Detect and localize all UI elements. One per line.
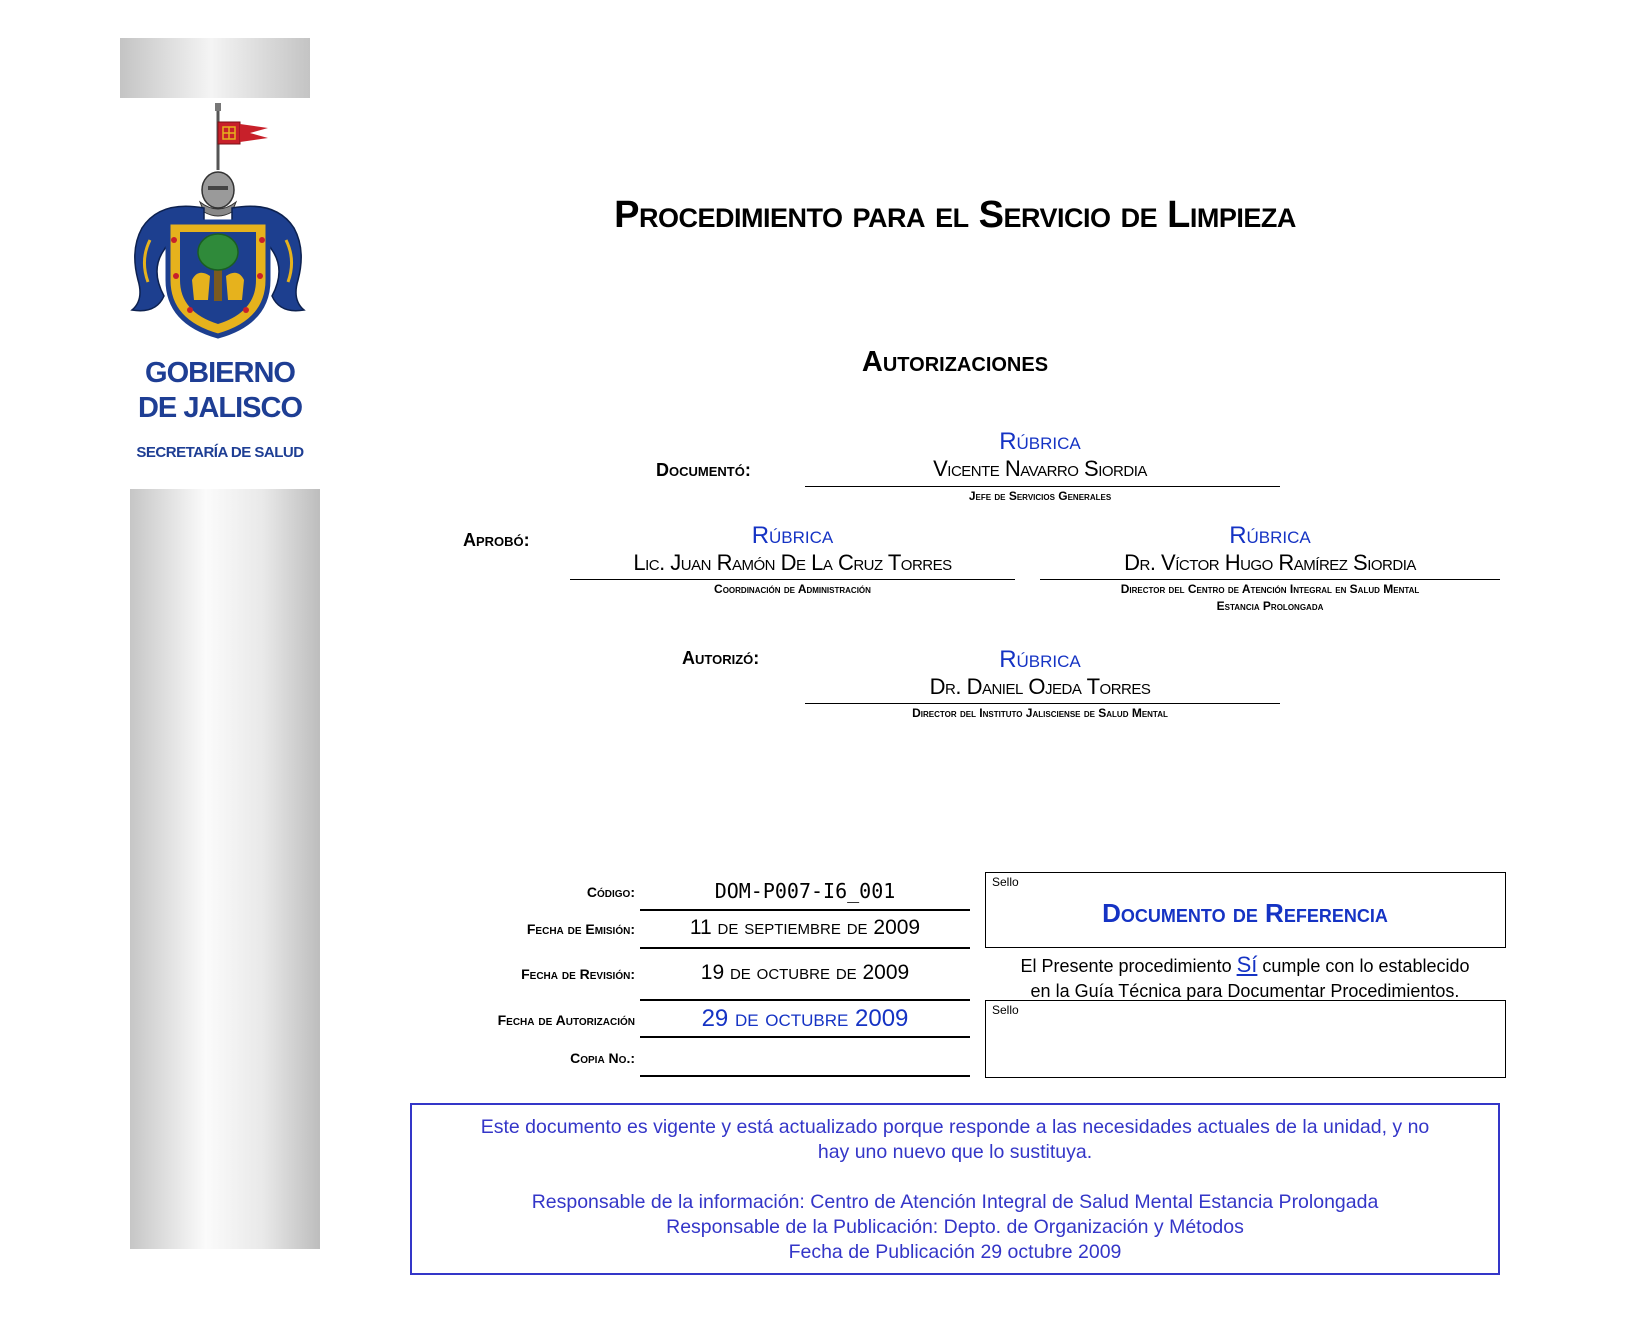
compliance-post: cumple con lo establecido bbox=[1257, 956, 1470, 976]
sidebar-gradient-column bbox=[130, 489, 320, 1249]
autorizo-name: Dr. Daniel Ojeda Torres bbox=[929, 674, 1151, 699]
aprobo-label: Aprobó: bbox=[463, 530, 530, 550]
note-line2: hay uno nuevo que lo sustituya. bbox=[817, 1141, 1093, 1163]
copia-line bbox=[640, 1075, 970, 1077]
sello-stamp-box bbox=[985, 1000, 1506, 1078]
header-gradient-bar bbox=[120, 38, 310, 98]
autorizacion-line bbox=[640, 1036, 970, 1038]
note-line5: Fecha de Publicación 29 octubre 2009 bbox=[788, 1241, 1122, 1263]
documento-signature-line bbox=[805, 486, 1280, 487]
validity-note-box bbox=[410, 1103, 1500, 1275]
jalisco-coat-of-arms-icon bbox=[120, 100, 320, 350]
codigo-label: Código: bbox=[586, 884, 635, 900]
note-line3: Responsable de la información: Centro de Atención Integral de Salud Mental Estancia Prolongada bbox=[531, 1191, 1379, 1213]
codigo-value: DOM-P007-I6_001 bbox=[714, 879, 896, 903]
page-title: Procedimiento para el Servicio de Limpieza bbox=[614, 194, 1296, 236]
org-name-line1: GOBIERNO bbox=[145, 357, 295, 389]
aprobo2-position bbox=[1040, 581, 1500, 615]
aprobo2-rubrica: Rúbrica bbox=[1229, 522, 1311, 549]
autorizo-position: Director del Instituto Jalisciense de Salud Mental bbox=[912, 706, 1168, 720]
compliance-line1 bbox=[985, 952, 1505, 979]
aprobo1-name: Lic. Juan Ramón De La Cruz Torres bbox=[633, 550, 952, 575]
revision-line bbox=[640, 999, 970, 1001]
secretaria-label: SECRETARÍA DE SALUD bbox=[136, 444, 304, 461]
autorizo-label: Autorizó: bbox=[682, 648, 760, 668]
copia-label: Copia No.: bbox=[570, 1050, 635, 1066]
emision-line bbox=[640, 947, 970, 949]
documento-label: Documentó: bbox=[656, 460, 751, 480]
autorizo-rubrica: Rúbrica bbox=[999, 646, 1081, 673]
org-name-line2: DE JALISCO bbox=[137, 392, 303, 424]
revision-value: 19 de octubre de 2009 bbox=[700, 961, 910, 984]
note-line4: Responsable de la Publicación: Depto. de Organización y Métodos bbox=[666, 1216, 1244, 1238]
codigo-line bbox=[640, 909, 970, 911]
emision-label: Fecha de Emisión: bbox=[526, 921, 635, 937]
revision-label: Fecha de Revisión: bbox=[521, 966, 635, 982]
aprobo2-position-line1: Director del Centro de Atención Integral en Salud Mental bbox=[1120, 582, 1420, 596]
note-spacer bbox=[412, 1165, 1498, 1190]
autorizacion-value: 29 de octubre 2009 bbox=[701, 1005, 909, 1032]
aprobo2-name: Dr. Víctor Hugo Ramírez Siordia bbox=[1124, 550, 1416, 575]
compliance-si: Sí bbox=[1236, 952, 1258, 977]
emision-value: 11 de septiembre de 2009 bbox=[689, 916, 921, 939]
reference-document-label: Documento de Referencia bbox=[1102, 898, 1388, 928]
aprobo1-signature-line bbox=[570, 579, 1015, 580]
org-name bbox=[120, 356, 320, 426]
aprobo2-position-line2: Estancia Prolongada bbox=[1216, 599, 1324, 613]
section-title: Autorizaciones bbox=[861, 346, 1049, 378]
sello-label-top: Sello bbox=[992, 875, 1019, 889]
note-line1: Este documento es vigente y está actualizado porque responde a las necesidades actuales de la unidad, y no bbox=[480, 1116, 1430, 1138]
compliance-pre: El Presente procedimiento bbox=[1020, 956, 1237, 976]
aprobo2-signature-line bbox=[1040, 579, 1500, 580]
aprobo1-position: Coordinación de Administración bbox=[714, 582, 871, 596]
autorizo-signature-line bbox=[805, 703, 1280, 704]
documento-position: Jefe de Servicios Generales bbox=[968, 489, 1112, 503]
sello-label-bottom: Sello bbox=[992, 1003, 1019, 1017]
autorizacion-label: Fecha de Autorización bbox=[497, 1012, 635, 1028]
documento-name: Vicente Navarro Siordia bbox=[933, 456, 1147, 481]
aprobo1-rubrica: Rúbrica bbox=[751, 522, 834, 549]
compliance-line2: en la Guía Técnica para Documentar Procedimientos. bbox=[1030, 981, 1460, 1001]
compliance-statement bbox=[985, 952, 1505, 1004]
documento-rubrica: Rúbrica bbox=[999, 428, 1081, 455]
